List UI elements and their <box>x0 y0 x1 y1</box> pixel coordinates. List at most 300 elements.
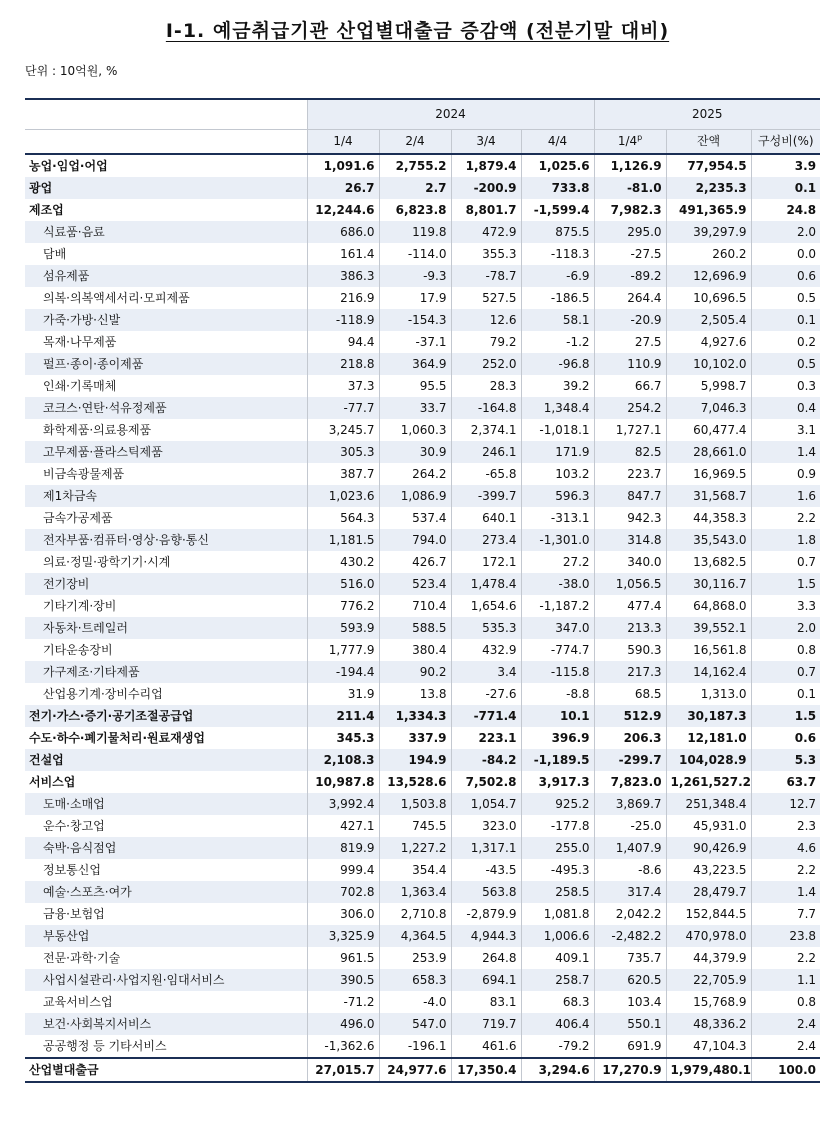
table-row <box>25 287 820 309</box>
cell-q1-2024: 390.5 <box>307 969 379 991</box>
cell-balance: 5,998.7 <box>666 375 751 397</box>
cell-q1-2025: -81.0 <box>594 177 666 199</box>
table-row <box>25 397 820 419</box>
cell-q1-2025: 590.3 <box>594 639 666 661</box>
table-row <box>25 815 820 837</box>
cell-q4-2024: 733.8 <box>521 177 594 199</box>
cell-q4-2024: -1,189.5 <box>521 749 594 771</box>
cell-q4-2024: 68.3 <box>521 991 594 1013</box>
cell-q4-2024: 3,917.3 <box>521 771 594 793</box>
cell-q4-2024: -79.2 <box>521 1035 594 1058</box>
cell-q1-2024: 218.8 <box>307 353 379 375</box>
cell-share: 2.4 <box>751 1035 820 1058</box>
cell-q2-2024: 1,086.9 <box>379 485 451 507</box>
cell-share: 1.4 <box>751 441 820 463</box>
cell-q4-2024: 103.2 <box>521 463 594 485</box>
cell-q1-2024: -194.4 <box>307 661 379 683</box>
cell-q3-2024: -27.6 <box>451 683 521 705</box>
cell-share: 2.0 <box>751 617 820 639</box>
cell-balance: 251,348.4 <box>666 793 751 815</box>
table-row <box>25 881 820 903</box>
cell-q2-2024: 745.5 <box>379 815 451 837</box>
cell-share: 4.6 <box>751 837 820 859</box>
cell-share: 2.3 <box>751 815 820 837</box>
cell-q1-2025: 1,056.5 <box>594 573 666 595</box>
header-year-2024: 2024 <box>307 99 594 130</box>
cell-share: 2.4 <box>751 1013 820 1035</box>
cell-q1-2024: 1,091.6 <box>307 154 379 177</box>
table-row <box>25 991 820 1013</box>
cell-balance: 39,552.1 <box>666 617 751 639</box>
cell-q3-2024: 1,879.4 <box>451 154 521 177</box>
cell-q1-2025: 66.7 <box>594 375 666 397</box>
cell-q1-2025: 7,823.0 <box>594 771 666 793</box>
table-row <box>25 947 820 969</box>
cell-q2-2024: 2,755.2 <box>379 154 451 177</box>
row-label: 가죽·가방·신발 <box>25 309 307 331</box>
row-label: 펄프·종이·종이제품 <box>25 353 307 375</box>
row-label: 비금속광물제품 <box>43 467 125 481</box>
cell-balance: 43,223.5 <box>666 859 751 881</box>
cell-q2-2024: 1,503.8 <box>379 793 451 815</box>
cell-q4-2024: 596.3 <box>521 485 594 507</box>
cell-balance: 1,979,480.1 <box>666 1058 751 1082</box>
cell-q1-2024: 10,987.8 <box>307 771 379 793</box>
cell-q2-2024: 13.8 <box>379 683 451 705</box>
cell-q1-2024: -1,362.6 <box>307 1035 379 1058</box>
row-label: 보건·사회복지서비스 <box>25 1013 307 1035</box>
cell-balance: 22,705.9 <box>666 969 751 991</box>
cell-q1-2024: 1,023.6 <box>307 485 379 507</box>
cell-balance: 13,682.5 <box>666 551 751 573</box>
row-label: 기타운송장비 <box>43 643 113 657</box>
table-row <box>25 1058 820 1082</box>
cell-share: 1.1 <box>751 969 820 991</box>
cell-q3-2024: 79.2 <box>451 331 521 353</box>
cell-balance: 2,505.4 <box>666 309 751 331</box>
cell-q2-2024: 6,823.8 <box>379 199 451 221</box>
cell-share: 1.5 <box>751 573 820 595</box>
cell-q4-2024: 10.1 <box>521 705 594 727</box>
cell-balance: 30,187.3 <box>666 705 751 727</box>
table-row <box>25 551 820 573</box>
row-label: 전기·가스·증기·공기조절공급업 <box>25 705 307 727</box>
cell-q4-2024: -1,018.1 <box>521 419 594 441</box>
row-label: 화학제품·의료용제품 <box>43 423 152 437</box>
cell-q1-2024: 12,244.6 <box>307 199 379 221</box>
cell-share: 3.9 <box>751 154 820 177</box>
cell-q4-2024: 1,006.6 <box>521 925 594 947</box>
row-label: 자동차·트레일러 <box>25 617 307 639</box>
cell-q2-2024: 33.7 <box>379 397 451 419</box>
table-row <box>25 177 820 199</box>
cell-q3-2024: -164.8 <box>451 397 521 419</box>
cell-q1-2024: 387.7 <box>307 463 379 485</box>
table-row <box>25 441 820 463</box>
cell-q1-2025: 512.9 <box>594 705 666 727</box>
cell-q3-2024: 694.1 <box>451 969 521 991</box>
cell-q2-2024: 253.9 <box>379 947 451 969</box>
cell-q2-2024: 17.9 <box>379 287 451 309</box>
loan-table <box>25 98 820 1083</box>
cell-q1-2025: 295.0 <box>594 221 666 243</box>
cell-q4-2024: -177.8 <box>521 815 594 837</box>
cell-q2-2024: 264.2 <box>379 463 451 485</box>
cell-q3-2024: -771.4 <box>451 705 521 727</box>
cell-q1-2024: 37.3 <box>307 375 379 397</box>
cell-q4-2024: 396.9 <box>521 727 594 749</box>
cell-balance: 44,358.3 <box>666 507 751 529</box>
cell-q4-2024: 875.5 <box>521 221 594 243</box>
cell-share: 0.3 <box>751 375 820 397</box>
row-label: 의복·의복액세서리·모피제품 <box>43 291 190 305</box>
header-q3-2024: 3/4 <box>451 130 521 155</box>
cell-balance: 45,931.0 <box>666 815 751 837</box>
cell-q1-2024: 961.5 <box>307 947 379 969</box>
row-label: 사업시설관리·사업지원·임대서비스 <box>25 969 307 991</box>
cell-q4-2024: -6.9 <box>521 265 594 287</box>
cell-q1-2025: 1,727.1 <box>594 419 666 441</box>
cell-q3-2024: 17,350.4 <box>451 1058 521 1082</box>
header-row-years <box>25 99 820 130</box>
cell-q2-2024: 547.0 <box>379 1013 451 1035</box>
cell-q1-2025: 17,270.9 <box>594 1058 666 1082</box>
cell-q3-2024: 1,478.4 <box>451 573 521 595</box>
row-label: 정보통신업 <box>43 863 101 877</box>
cell-q2-2024: -4.0 <box>379 991 451 1013</box>
row-label: 전기장비 <box>25 573 307 595</box>
cell-q2-2024: -9.3 <box>379 265 451 287</box>
cell-balance: 12,181.0 <box>666 727 751 749</box>
table-row <box>25 683 820 705</box>
row-label: 교육서비스업 <box>43 995 113 1009</box>
cell-q2-2024: 380.4 <box>379 639 451 661</box>
cell-q3-2024: 8,801.7 <box>451 199 521 221</box>
cell-balance: 7,046.3 <box>666 397 751 419</box>
row-label: 전자부품·컴퓨터·영상·음향·통신 <box>25 529 307 551</box>
cell-q3-2024: 535.3 <box>451 617 521 639</box>
cell-q1-2025: 264.4 <box>594 287 666 309</box>
cell-share: 0.5 <box>751 287 820 309</box>
cell-share: 0.1 <box>751 177 820 199</box>
cell-q2-2024: 194.9 <box>379 749 451 771</box>
table-row <box>25 375 820 397</box>
cell-q3-2024: 355.3 <box>451 243 521 265</box>
cell-share: 0.1 <box>751 683 820 705</box>
header-row-quarters <box>25 130 820 155</box>
cell-q1-2024: 3,325.9 <box>307 925 379 947</box>
cell-q1-2024: 3,992.4 <box>307 793 379 815</box>
cell-q1-2025: 691.9 <box>594 1035 666 1058</box>
table-row <box>25 705 820 727</box>
cell-q3-2024: 223.1 <box>451 727 521 749</box>
cell-q1-2025: 2,042.2 <box>594 903 666 925</box>
cell-q2-2024: 364.9 <box>379 353 451 375</box>
cell-q3-2024: 264.8 <box>451 947 521 969</box>
cell-q2-2024: 426.7 <box>379 551 451 573</box>
cell-q2-2024: 794.0 <box>379 529 451 551</box>
cell-share: 100.0 <box>751 1058 820 1082</box>
cell-q1-2024: 2,108.3 <box>307 749 379 771</box>
cell-balance: 104,028.9 <box>666 749 751 771</box>
cell-q4-2024: 925.2 <box>521 793 594 815</box>
row-label: 의료·정밀·광학기기·시계 <box>43 555 171 569</box>
cell-q2-2024: 1,060.3 <box>379 419 451 441</box>
cell-share: 5.3 <box>751 749 820 771</box>
cell-q3-2024: -2,879.9 <box>451 903 521 925</box>
cell-q4-2024: 258.7 <box>521 969 594 991</box>
row-label: 예술·스포츠·여가 <box>25 881 307 903</box>
cell-q3-2024: 640.1 <box>451 507 521 529</box>
table-row <box>25 903 820 925</box>
cell-q4-2024: -495.3 <box>521 859 594 881</box>
row-label: 건설업 <box>25 749 307 771</box>
cell-share: 3.1 <box>751 419 820 441</box>
table-row <box>25 793 820 815</box>
table-row <box>25 221 820 243</box>
row-label: 식료품·음료 <box>25 221 307 243</box>
cell-q1-2025: 314.8 <box>594 529 666 551</box>
cell-q1-2024: 496.0 <box>307 1013 379 1035</box>
table-row <box>25 1035 820 1058</box>
cell-q3-2024: -43.5 <box>451 859 521 881</box>
cell-q1-2024: 564.3 <box>307 507 379 529</box>
cell-q2-2024: 119.8 <box>379 221 451 243</box>
cell-q3-2024: 563.8 <box>451 881 521 903</box>
cell-q1-2024: 94.4 <box>307 331 379 353</box>
cell-q4-2024: 3,294.6 <box>521 1058 594 1082</box>
cell-share: 0.0 <box>751 243 820 265</box>
row-label: 코크스·연탄·석유정제품 <box>25 397 307 419</box>
cell-share: 1.6 <box>751 485 820 507</box>
cell-q1-2025: 82.5 <box>594 441 666 463</box>
cell-balance: 14,162.4 <box>666 661 751 683</box>
row-label: 산업용기계·장비수리업 <box>43 687 163 701</box>
row-label: 운수·창고업 <box>43 819 105 833</box>
cell-q3-2024: 1,654.6 <box>451 595 521 617</box>
row-label: 기타기계·장비 <box>43 599 117 613</box>
cell-q2-2024: 337.9 <box>379 727 451 749</box>
cell-share: 12.7 <box>751 793 820 815</box>
cell-balance: 16,561.8 <box>666 639 751 661</box>
cell-q2-2024: 2,710.8 <box>379 903 451 925</box>
cell-q3-2024: 83.1 <box>451 991 521 1013</box>
cell-q1-2025: 103.4 <box>594 991 666 1013</box>
cell-q1-2024: 27,015.7 <box>307 1058 379 1082</box>
cell-q3-2024: 461.6 <box>451 1035 521 1058</box>
cell-balance: 44,379.9 <box>666 947 751 969</box>
cell-q1-2025: 3,869.7 <box>594 793 666 815</box>
cell-q2-2024: 90.2 <box>379 661 451 683</box>
cell-q2-2024: 30.9 <box>379 441 451 463</box>
cell-balance: 12,696.9 <box>666 265 751 287</box>
cell-balance: 16,969.5 <box>666 463 751 485</box>
cell-q1-2025: 620.5 <box>594 969 666 991</box>
row-label: 광업 <box>25 177 307 199</box>
cell-q4-2024: -186.5 <box>521 287 594 309</box>
cell-q1-2025: 942.3 <box>594 507 666 529</box>
cell-q1-2024: 686.0 <box>307 221 379 243</box>
cell-q1-2025: 213.3 <box>594 617 666 639</box>
cell-share: 3.3 <box>751 595 820 617</box>
cell-q1-2025: 110.9 <box>594 353 666 375</box>
table-row <box>25 837 820 859</box>
cell-q4-2024: 255.0 <box>521 837 594 859</box>
row-label: 농업·임업·어업 <box>29 159 108 173</box>
page-title: Ⅰ-1. 예금취급기관 산업별대출금 증감액 (전분기말 대비) <box>165 20 670 42</box>
cell-share: 7.7 <box>751 903 820 925</box>
cell-q1-2025: 477.4 <box>594 595 666 617</box>
cell-q3-2024: -65.8 <box>451 463 521 485</box>
row-label: 섬유제품 <box>25 265 307 287</box>
header-balance: 잔액 <box>666 130 751 155</box>
cell-q4-2024: -1,301.0 <box>521 529 594 551</box>
cell-q3-2024: -84.2 <box>451 749 521 771</box>
cell-q1-2024: 3,245.7 <box>307 419 379 441</box>
table-row <box>25 771 820 793</box>
cell-share: 2.2 <box>751 507 820 529</box>
cell-q1-2024: 211.4 <box>307 705 379 727</box>
header-q1-2024: 1/4 <box>307 130 379 155</box>
cell-share: 1.5 <box>751 705 820 727</box>
cell-q4-2024: -1.2 <box>521 331 594 353</box>
cell-share: 0.5 <box>751 353 820 375</box>
cell-share: 0.7 <box>751 661 820 683</box>
cell-share: 2.0 <box>751 221 820 243</box>
cell-share: 2.2 <box>751 859 820 881</box>
table-row <box>25 353 820 375</box>
cell-q1-2025: 223.7 <box>594 463 666 485</box>
cell-balance: 31,568.7 <box>666 485 751 507</box>
cell-q4-2024: -1,599.4 <box>521 199 594 221</box>
cell-share: 2.2 <box>751 947 820 969</box>
cell-q1-2024: 26.7 <box>307 177 379 199</box>
cell-q2-2024: 523.4 <box>379 573 451 595</box>
cell-share: 0.9 <box>751 463 820 485</box>
cell-q3-2024: 7,502.8 <box>451 771 521 793</box>
table-row <box>25 243 820 265</box>
table-row <box>25 507 820 529</box>
cell-q1-2024: 1,777.9 <box>307 639 379 661</box>
cell-q3-2024: 3.4 <box>451 661 521 683</box>
cell-q1-2025: 735.7 <box>594 947 666 969</box>
cell-q2-2024: -196.1 <box>379 1035 451 1058</box>
cell-q2-2024: -114.0 <box>379 243 451 265</box>
cell-q1-2024: 593.9 <box>307 617 379 639</box>
cell-balance: 491,365.9 <box>666 199 751 221</box>
cell-share: 0.2 <box>751 331 820 353</box>
table-row <box>25 309 820 331</box>
cell-q2-2024: 4,364.5 <box>379 925 451 947</box>
cell-balance: 77,954.5 <box>666 154 751 177</box>
unit-label: 단위 : 10억원, % <box>25 64 118 78</box>
cell-q1-2025: 1,126.9 <box>594 154 666 177</box>
cell-balance: 2,235.3 <box>666 177 751 199</box>
cell-q1-2024: 427.1 <box>307 815 379 837</box>
cell-q2-2024: 710.4 <box>379 595 451 617</box>
cell-balance: 4,927.6 <box>666 331 751 353</box>
cell-share: 1.8 <box>751 529 820 551</box>
table-row <box>25 639 820 661</box>
cell-q3-2024: 719.7 <box>451 1013 521 1035</box>
cell-q1-2024: 999.4 <box>307 859 379 881</box>
row-label: 도매·소매업 <box>25 793 307 815</box>
cell-share: 23.8 <box>751 925 820 947</box>
header-q1-2025: 1/4$^p$ <box>594 130 666 155</box>
row-label: 목재·나무제품 <box>43 335 117 349</box>
cell-q1-2024: 306.0 <box>307 903 379 925</box>
row-label: 제1차금속 <box>25 485 307 507</box>
header-q2-2024: 2/4 <box>379 130 451 155</box>
cell-q4-2024: -115.8 <box>521 661 594 683</box>
cell-q2-2024: -154.3 <box>379 309 451 331</box>
cell-q3-2024: -200.9 <box>451 177 521 199</box>
cell-q3-2024: 1,054.7 <box>451 793 521 815</box>
cell-q2-2024: -37.1 <box>379 331 451 353</box>
cell-q1-2025: 27.5 <box>594 331 666 353</box>
cell-q4-2024: -313.1 <box>521 507 594 529</box>
row-label: 산업별대출금 <box>25 1058 307 1082</box>
cell-balance: 1,313.0 <box>666 683 751 705</box>
cell-q3-2024: 527.5 <box>451 287 521 309</box>
cell-q1-2025: -2,482.2 <box>594 925 666 947</box>
table-row <box>25 154 820 177</box>
cell-q4-2024: 347.0 <box>521 617 594 639</box>
cell-q3-2024: 432.9 <box>451 639 521 661</box>
cell-q1-2025: 340.0 <box>594 551 666 573</box>
row-label: 수도·하수·폐기물처리·원료재생업 <box>29 731 205 745</box>
cell-q1-2025: 254.2 <box>594 397 666 419</box>
cell-q1-2025: 217.3 <box>594 661 666 683</box>
cell-q1-2024: 31.9 <box>307 683 379 705</box>
cell-balance: 1,261,527.2 <box>666 771 751 793</box>
cell-q1-2025: 206.3 <box>594 727 666 749</box>
cell-q4-2024: 258.5 <box>521 881 594 903</box>
cell-q3-2024: 28.3 <box>451 375 521 397</box>
cell-q1-2024: 776.2 <box>307 595 379 617</box>
cell-q2-2024: 24,977.6 <box>379 1058 451 1082</box>
table-row <box>25 529 820 551</box>
cell-q1-2024: 345.3 <box>307 727 379 749</box>
cell-q2-2024: 2.7 <box>379 177 451 199</box>
cell-q1-2024: 1,181.5 <box>307 529 379 551</box>
cell-share: 24.8 <box>751 199 820 221</box>
cell-q1-2024: 216.9 <box>307 287 379 309</box>
table-row <box>25 661 820 683</box>
cell-share: 0.1 <box>751 309 820 331</box>
cell-share: 0.4 <box>751 397 820 419</box>
table-body <box>25 154 820 1082</box>
table-row <box>25 463 820 485</box>
cell-q3-2024: 273.4 <box>451 529 521 551</box>
cell-q4-2024: -774.7 <box>521 639 594 661</box>
cell-q2-2024: 588.5 <box>379 617 451 639</box>
cell-q1-2024: 516.0 <box>307 573 379 595</box>
cell-q1-2025: 550.1 <box>594 1013 666 1035</box>
cell-q1-2025: -20.9 <box>594 309 666 331</box>
cell-q1-2025: -89.2 <box>594 265 666 287</box>
cell-balance: 28,661.0 <box>666 441 751 463</box>
cell-q1-2024: 702.8 <box>307 881 379 903</box>
cell-q2-2024: 658.3 <box>379 969 451 991</box>
cell-q4-2024: -1,187.2 <box>521 595 594 617</box>
cell-q1-2024: -71.2 <box>307 991 379 1013</box>
header-share: 구성비(%) <box>751 130 820 155</box>
cell-balance: 64,868.0 <box>666 595 751 617</box>
row-label: 가구제조·기타제품 <box>25 661 307 683</box>
header-year-2025: 2025 <box>594 99 820 130</box>
row-label: 전문·과학·기술 <box>43 951 121 965</box>
